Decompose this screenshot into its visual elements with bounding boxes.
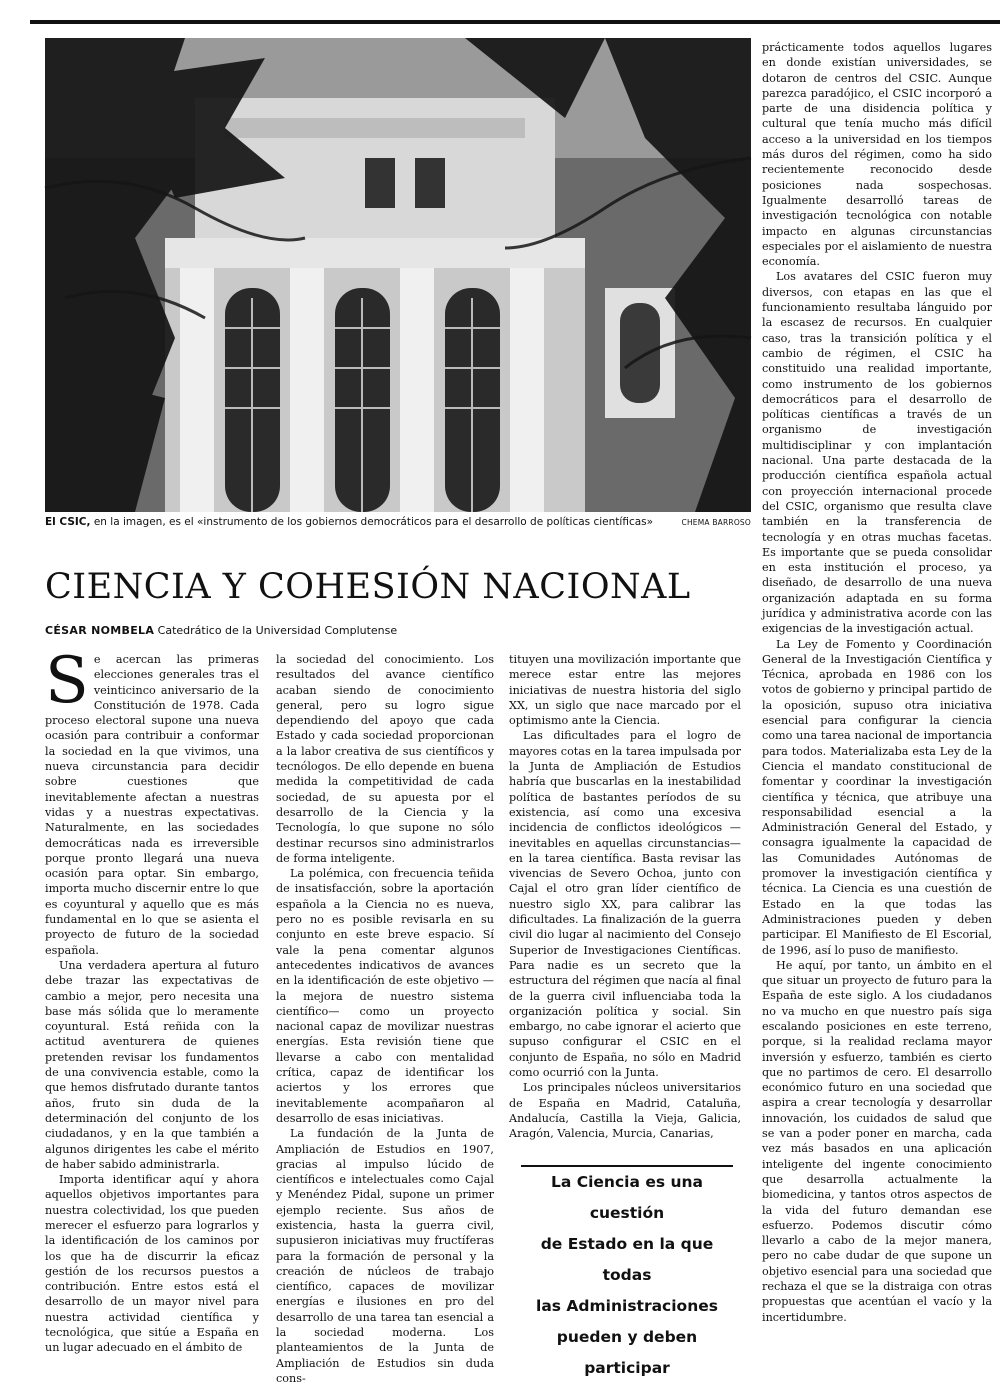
headline: CIENCIA Y COHESIÓN NACIONAL	[45, 567, 691, 607]
photo-caption	[45, 515, 751, 529]
paragraph: la sociedad del conocimiento. Los resultados del avance científico acaban siendo de conocimiento general, pero su logro sigue dependiendo del apoyo que cada Estado y cada sociedad proporcionan a la labor creativa de sus científicos y tecnólogos. De ello depende en buena medida la competitividad de cada sociedad, de su apuesta por el desarrollo de la Ciencia y la Tecnología, lo que supone no sólo destinar recursos sino administrarlos de forma inteligente.	[276, 653, 494, 865]
csic-building-photo	[45, 38, 751, 512]
drop-cap: S	[45, 644, 89, 718]
pull-quote-line: las Administraciones	[536, 1297, 718, 1315]
paragraph: tituyen una movilización importante que merece estar entre las mejores iniciativas de nuestra historia del siglo XX, un siglo que nace marcado por el optimismo ante la Ciencia.	[509, 653, 741, 728]
pull-quote-line: pueden y deben participar	[556, 1328, 698, 1377]
caption-lead: El CSIC,	[45, 516, 91, 528]
pull-quote-line: La Ciencia es una cuestión	[551, 1173, 703, 1222]
paragraph: La fundación de la Junta de Ampliación de Estudios en 1907, gracias al impulso lúcido de científicos e intelectuales como Cajal y Menéndez Pidal, supone un primer ejemplo reciente. Sus años de existencia, hasta la guerra civil, supusieron iniciativas muy fructíferas para la formación de personal y la creación de núcleos de trabajo científico, capaces de movilizar energías e ilusiones en pro del desarrollo de una tarea tan esencial a la sociedad moderna. Los planteamientos de la Junta de Ampliación de Estudios sin duda cons-	[276, 1127, 494, 1385]
author-name: CÉSAR NOMBELA	[45, 624, 155, 637]
caption-text: en la imagen, es el «instrumento de los gobiernos democráticos para el desarrollo de políticas científicas»	[90, 516, 654, 528]
article-column-1	[45, 644, 259, 1355]
article-column-4	[762, 40, 992, 1324]
paragraph: prácticamente todos aquellos lugares en donde existían universidades, se dotaron de centros del CSIC. Aunque parezca paradójico, el CSIC incorporó a parte de una disidencia política y cultural que tenía mucho más difícil acceso a la universidad en los tiempos más duros del régimen, como ha sido recientemente reconocido desde posiciones nada sospechosas. Igualmente desarrolló tareas de investigación tecnológica con notable impacto en algunas circunstancias especiales por el aislamiento de nuestra economía.	[762, 41, 992, 269]
pull-quote	[517, 1165, 737, 1384]
photo-credit: CHEMA BARROSO	[681, 518, 751, 527]
paragraph: He aquí, por tanto, un ámbito en el que situar un proyecto de futuro para la España de este siglo. A los ciudadanos no va mucho en que nuestro país siga escalando posiciones en este terreno, porque, si la realidad reclama mayor inversión y esfuerzo, también es cierto que no partimos de cero. El desarrollo económico futuro en una sociedad que aspira a crear tecnología y desarrollar innovación, los cuidados de salud que se van a poder poner en marcha, cada vez más basados en una aplicación inteligente del ingente conocimiento que desarrolla actualmente la biomedicina, y tantos otros aspectos de la vida del futuro demandan ese esfuerzo. Podemos discutir cómo llevarlo a cabo de la mejor manera, pero no cabe dudar de que supone un objetivo esencial para una sociedad que rechaza el que se la distraiga con otras propuestas que acentúan el vacío y la incertidumbre.	[762, 958, 992, 1324]
paragraph: Una verdadera apertura al futuro debe trazar las expectativas de cambio a mejor, pero necesita una base más sólida que lo meramente coyuntural. Está reñida con la actitud aventurera de quienes pretenden revisar los fundamentos de una convivencia estable, como la que hemos disfrutado durante tantos años, fruto sin duda de la determinación del conjunto de los ciudadanos, y en la que también a algunos dirigentes les cabe el mérito de haber sabido administrarla.	[45, 958, 259, 1171]
paragraph: La polémica, con frecuencia teñida de insatisfacción, sobre la aportación española a la Ciencia no es nueva, pero no es posible revisarla en su conjunto en este breve espacio. Sí vale la pena comentar algunos antecedentes indicativos de avances en la identificación de este objetivo —la mejora de nuestro sistema científico— como un proyecto nacional capaz de movilizar nuestras energías. Esta revisión tiene que llevarse a cabo con mentalidad crítica, capaz de identificar los aciertos y los errores que inevitablemente acompañaron al desarrollo de esas iniciativas.	[276, 867, 494, 1125]
paragraph: Los principales núcleos universitarios de España en Madrid, Cataluña, Andalucía, Castilla la Vieja, Galicia, Aragón, Valencia, Murcia, Canarias,	[509, 1081, 741, 1141]
paragraph: La Ley de Fomento y Coordinación General de la Investigación Científica y Técnica, aprobada en 1986 con los votos de gobierno y principal partido de la oposición, supuso otra iniciativa esencial para configurar la ciencia como una tarea nacional de importancia para todos. Materializaba esta Ley de la Ciencia el mandato constitucional de fomentar y coordinar la investigación científica y técnica, que atribuye una responsabilidad esencial a la Administración General del Estado, y consagra igualmente la capacidad de las Comunidades Autónomas de promover la investigación científica y técnica. La Ciencia es una cuestión de Estado en la que todas las Administraciones pueden y deben participar. El Manifiesto de El Escorial, de 1996, así lo puso de manifiesto.	[762, 637, 992, 957]
pull-quote-line: de Estado en la que todas	[540, 1235, 714, 1284]
paragraph: Los avatares del CSIC fueron muy diversos, con etapas en las que el funcionamiento resultaba lánguido por la escasez de recursos. En cualquier caso, tras la transición política y el cambio de régimen, el CSIC ha constituido una realidad importante, como instrumento de los gobiernos democráticos para el desarrollo de políticas científicas a través de un organismo de investigación multidisciplinar y con implantación nacional. Una parte destacada de la producción científica española actual con proyección internacional procede del CSIC, organismo que resulta clave también en la transferencia de tecnología y en otras muchas facetas. Es importante que se pueda consolidar en esta institución el proceso, ya diseñado, de desarrollo de una nueva organización adaptada en su forma jurídica y administrativa acorde con las exigencias de la investigación actual.	[762, 270, 992, 636]
top-rule	[30, 20, 1000, 24]
paragraph: Las dificultades para el logro de mayores cotas en la tarea impulsada por la Junta de Ampliación de Estudios habría que buscarlas en la inestabilidad política de bastantes períodos de su existencia, así como una excesiva incidencia de conflictos ideológicos —inevitables en aquellas circunstancias— en la tarea científica. Basta revisar las vivencias de Severo Ochoa, junto con Cajal el otro gran líder científico de nuestro siglo XX, para calibrar las dificultades. La finalización de la guerra civil dio lugar al nacimiento del Consejo Superior de Investigaciones Científicas. Para nadie es un secreto que la estructura del régimen que nacía al final de la guerra civil influenciaba toda la organización política y social. Sin embargo, no cabe ignorar el acierto que supuso configurar el CSIC en el conjunto de España, no sólo en Madrid como ocurrió con la Junta.	[509, 729, 741, 1080]
byline	[45, 624, 397, 637]
author-role: Catedrático de la Universidad Complutense	[157, 624, 398, 637]
article-column-3	[509, 652, 741, 1141]
article-column-2	[276, 652, 494, 1385]
paragraph: Se acercan las primeras elecciones generales tras el veinticinco aniversario de la Constitución de 1978. Cada proceso electoral supone una nueva ocasión para contribuir a conformar la sociedad en la que vivimos, una nueva circunstancia para decidir sobre cuestiones que inevitablemente afectan a nuestras vidas y a nuestras expectativas. Naturalmente, en las sociedades democráticas nada es irreversible porque pronto llegará una nueva ocasión para optar. Sin embargo, importa mucho discernir entre lo que es coyuntural y aquello que es más fundamental en lo que se asienta el proyecto de futuro de la sociedad española.	[45, 644, 259, 957]
paragraph: Importa identificar aquí y ahora aquellos objetivos importantes para nuestra colectividad, los que pueden merecer el esfuerzo para lograrlos y la identificación de los caminos por los que ha de discurrir la eficaz gestión de los recursos puestos a contribución. Entre estos está el desarrollo de un mayor nivel para nuestra actividad científica y tecnológica, que sitúe a España en un lugar adecuado en el ámbito de	[45, 1173, 259, 1355]
